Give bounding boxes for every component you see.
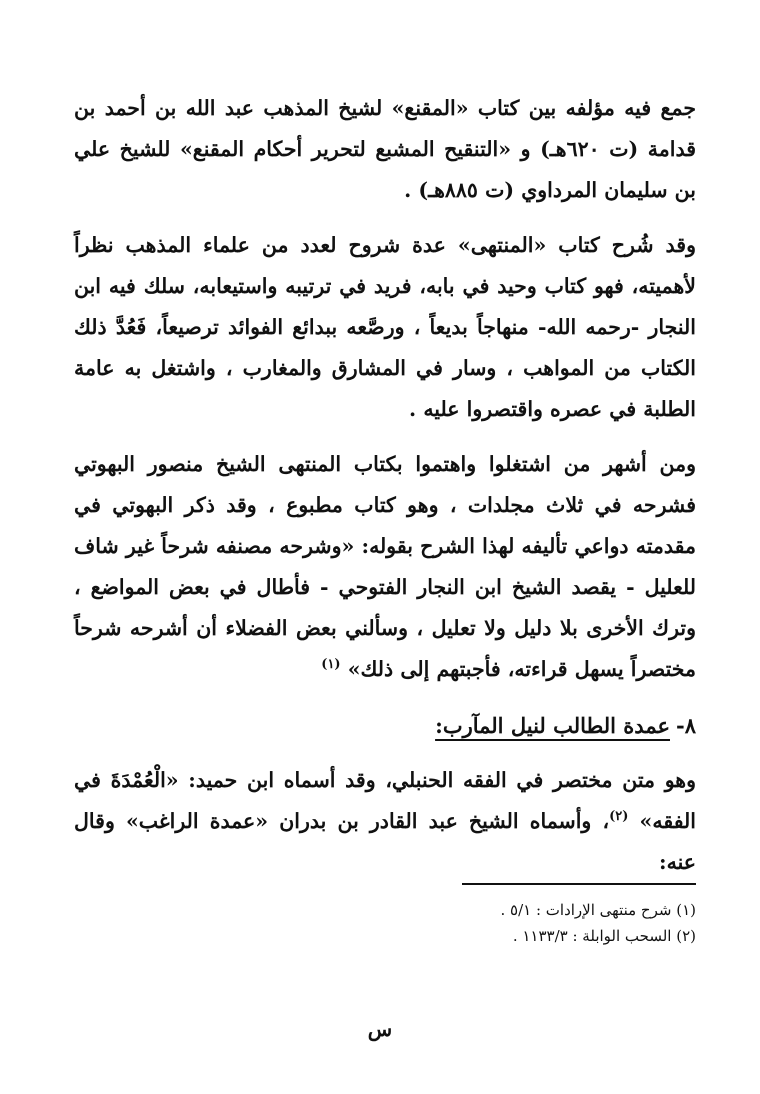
footnote-2: (٢) السحب الوابلة : ١١٣٣/٣ . bbox=[512, 927, 696, 945]
section-heading bbox=[74, 706, 696, 746]
section-number: ٨- bbox=[676, 713, 696, 738]
footnote-ref-1[interactable]: (١) bbox=[321, 657, 341, 673]
paragraph-3-text: ومن أشهر من اشتغلوا واهتموا بكتاب المنتهى الشيخ منصور البهوتي فشرحه في ثلاث مجلدات ، وهو كتاب مطبوع ، وقد ذكر البهوتي في مقدمته دواعي تأليفه لهذا الشرح بقوله: «وشرحه مصنفه شرحاً غير شاف للعليل - يقصد الشيخ ابن النجار الفتوحي - فأطال في بعض المواضع ، وترك الأخرى بلا دليل ولا تعليل ، وسألني بعض الفضلاء أن أشرحه شرحاً مختصراً يسهل قراءته، فأجبتهم إلى ذلك» bbox=[74, 452, 696, 681]
paragraph-4-text-b: ، وأسماه الشيخ عبد القادر بن بدران «عمدة الراغب» وقال عنه: bbox=[74, 809, 696, 874]
footnotes bbox=[226, 883, 696, 949]
section-title: عمدة الطالب لنيل المآرب: bbox=[435, 713, 670, 738]
paragraph-3 bbox=[74, 444, 696, 690]
paragraph-4 bbox=[74, 760, 696, 883]
paragraph-2: وقد شُرح كتاب «المنتهى» عدة شروح لعدد من علماء المذهب نظراً لأهميته، فهو كتاب وحيد في بابه، فريد في ترتيبه واستيعابه، سلك فيه ابن النجار -رحمه الله- منهاجاً بديعاً ، ورصَّعه ببدائع الفوائد ترصيعاً، فَعُدَّ ذلك الكتاب من المواهب ، وسار في المشارق والمغارب ، واشتغل به عامة الطلبة في عصره واقتصروا عليه . bbox=[74, 233, 696, 421]
paragraph-1: جمع فيه مؤلفه بين كتاب «المقنع» لشيخ المذهب عبد الله بن أحمد بن قدامة (ت ٦٢٠هـ) و «التنقيح المشبع لتحرير أحكام المقنع» للشيخ علي بن سليمان المرداوي (ت ٨٨٥هـ) . bbox=[74, 96, 696, 202]
footnote-ref-2[interactable]: (٢) bbox=[609, 809, 629, 825]
footnote-divider bbox=[462, 883, 696, 885]
footnote-1: (١) شرح منتهى الإرادات : ٥/١ . bbox=[500, 901, 696, 919]
page-number: س bbox=[367, 1017, 393, 1041]
page-body bbox=[74, 88, 696, 883]
paragraph-4-text-a: وهو متن مختصر في الفقه الحنبلي، وقد أسماه ابن حميد: «الْعُمْدَةَ في الفقه» bbox=[74, 768, 697, 833]
